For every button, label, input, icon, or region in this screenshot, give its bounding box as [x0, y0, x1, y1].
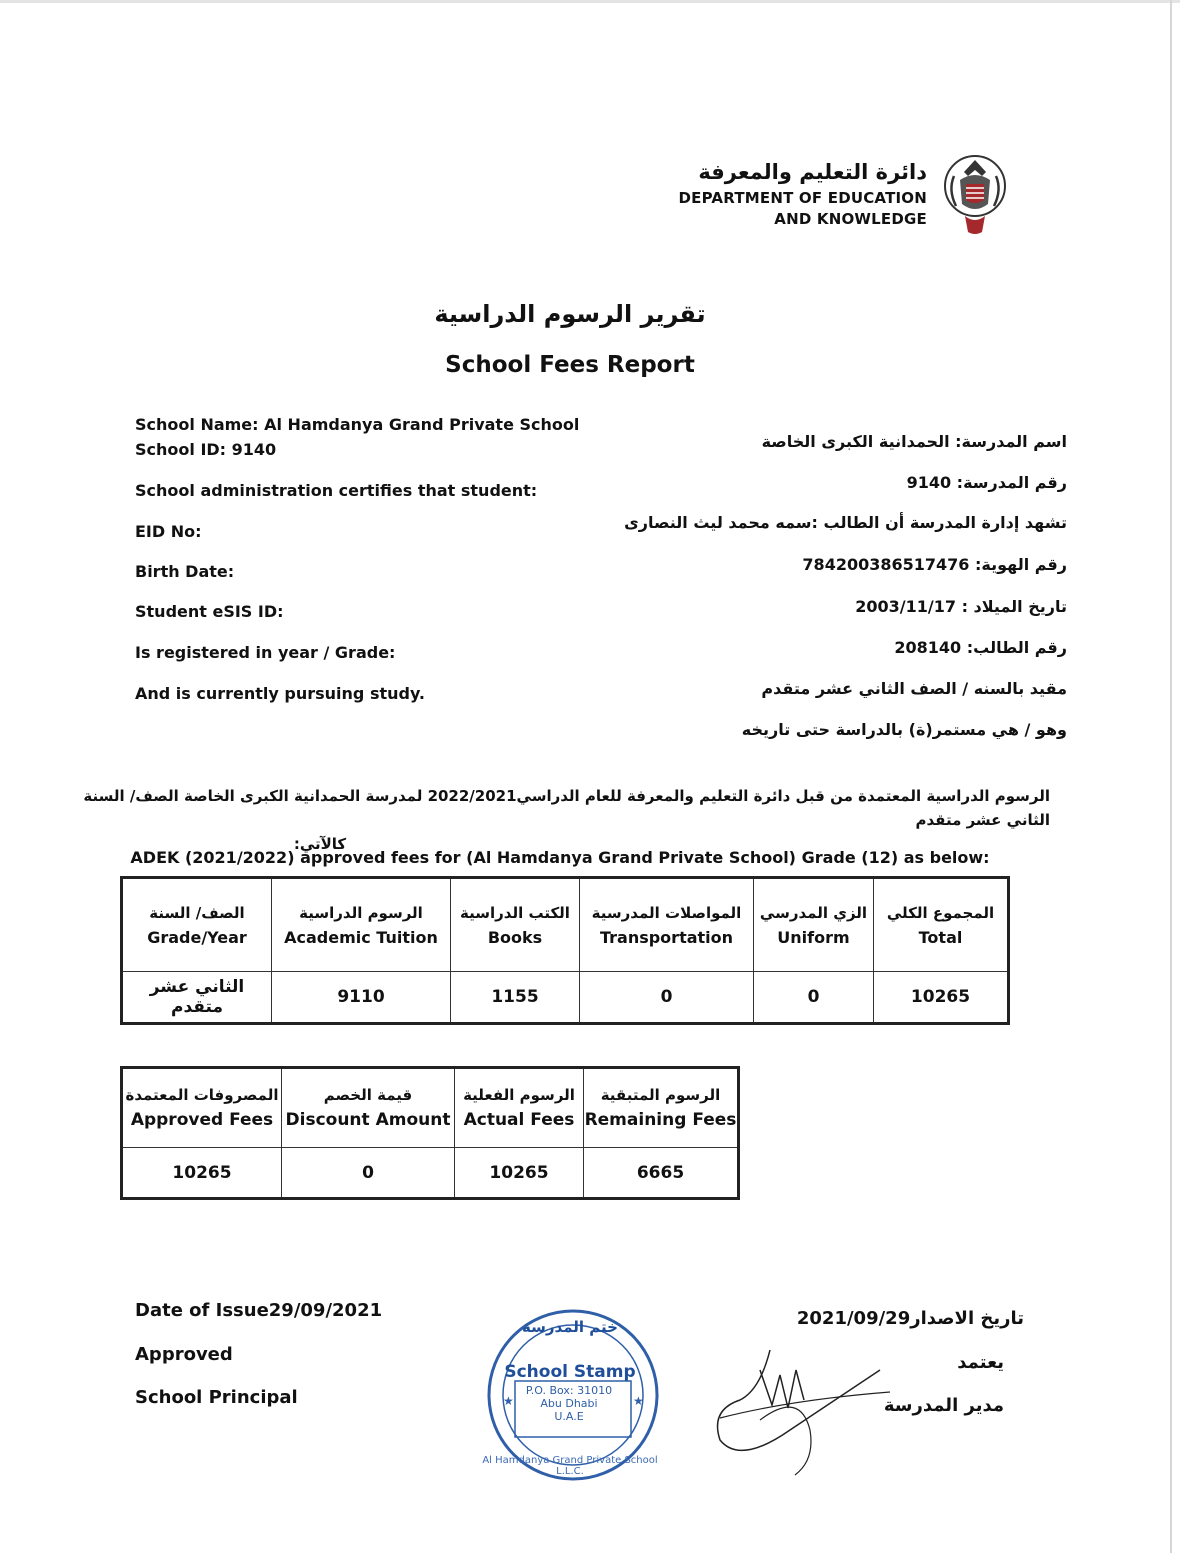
logo-text-en-line2: AND KNOWLEDGE [774, 210, 927, 228]
fees-header-tuition: الرسوم الدراسية Academic Tuition [272, 878, 451, 972]
approved-fees-line2-ar: كالآتي: [293, 835, 347, 853]
fees-header-uniform: الزي المدرسي Uniform [754, 878, 874, 972]
eid-label-en: EID No: [135, 522, 202, 541]
summary-header-discount: قيمة الخصم Discount Amount [282, 1068, 455, 1148]
logo-text-ar: دائرة التعليم والمعرفة [698, 160, 927, 184]
birth-date-ar: تاريخ الميلاد : 2003/11/17 [855, 597, 1067, 616]
fees-header-books: الكتب الدراسية Books [451, 878, 580, 972]
school-id-en: School ID: 9140 [135, 440, 277, 459]
stamp-address [513, 1384, 625, 1423]
table-row [122, 972, 1009, 1024]
stamp-ring-text: Al Hamdanya Grand Private School L.L.C. [482, 1455, 658, 1477]
fees-cell-transportation: 0 [580, 972, 754, 1024]
approved-fees-line-en: ADEK (2021/2022) approved fees for (Al Hamdanya Grand Private School) Grade (12) as below: [130, 848, 990, 867]
continuing-ar: وهو / هي مستمر(ة) بالدراسة حتى تاريخه [741, 720, 1067, 739]
scan-right-edge [1170, 0, 1172, 1553]
school-id-ar: رقم المدرسة: 9140 [906, 473, 1067, 492]
approved-ar: يعتمد [957, 1352, 1004, 1373]
registered-label-en: Is registered in year / Grade: [135, 643, 396, 662]
stamp-pobox: P.O. Box: 31010 [525, 1384, 613, 1397]
approved-en: Approved [135, 1344, 233, 1365]
certifies-ar: تشهد إدارة المدرسة أن الطالب :سمه محمد ليث النصارى [624, 513, 1067, 532]
issue-date-ar: تاريخ الاصدار2021/09/29 [796, 1308, 1024, 1329]
principal-ar: مدير المدرسة [883, 1395, 1004, 1416]
student-id-ar: رقم الطالب: 208140 [894, 638, 1067, 657]
stamp-text-ar: ختم المدرسة [522, 1318, 618, 1336]
title-english: School Fees Report [445, 352, 695, 378]
eid-ar: رقم الهوية: 784200386517476 [802, 555, 1067, 574]
summary-cell-approved: 10265 [122, 1148, 282, 1199]
summary-cell-discount: 0 [282, 1148, 455, 1199]
stamp-text-en: School Stamp [504, 1362, 636, 1382]
fees-cell-tuition: 9110 [272, 972, 451, 1024]
pursuing-label-en: And is currently pursuing study. [135, 684, 426, 703]
fees-header-grade: الصف/ السنة Grade/Year [122, 878, 272, 972]
falcon-emblem-icon [940, 146, 1010, 240]
approved-fees-line1-ar: الرسوم الدراسية المعتمدة من قبل دائرة التعليم والمعرفة للعام الدراسي2022/2021 لمدرسة الحمدانية الكبرى الخاصة الصف/ السنة الثاني عشر متقدم [83, 787, 1050, 829]
title-arabic: تقرير الرسوم الدراسية [434, 300, 706, 328]
table-row [122, 1148, 739, 1199]
fees-table [120, 876, 1010, 1025]
fees-cell-books: 1155 [451, 972, 580, 1024]
summary-cell-actual: 10265 [455, 1148, 584, 1199]
summary-header-approved: المصروفات المعتمدة Approved Fees [122, 1068, 282, 1148]
school-name-en: School Name: Al Hamdanya Grand Private School [135, 415, 580, 434]
summary-cell-remaining: 6665 [584, 1148, 739, 1199]
principal-signature [700, 1330, 900, 1480]
principal-en: School Principal [135, 1387, 298, 1408]
fees-table-header-row [122, 878, 1009, 972]
esis-id-label-en: Student eSIS ID: [135, 602, 284, 621]
fees-header-total: المجموع الكلي Total [874, 878, 1009, 972]
svg-text:★: ★ [503, 1394, 514, 1408]
fees-cell-uniform: 0 [754, 972, 874, 1024]
fees-cell-grade: الثاني عشر متقدم [122, 972, 272, 1024]
summary-header-actual: الرسوم الفعلية Actual Fees [455, 1068, 584, 1148]
fees-cell-total: 10265 [874, 972, 1009, 1024]
logo-text-en-line1: DEPARTMENT OF EDUCATION [678, 189, 927, 207]
issue-date-en: Date of Issue29/09/2021 [135, 1300, 383, 1321]
stamp-country: U.A.E [554, 1410, 584, 1423]
summary-header-remaining: الرسوم المتبقية Remaining Fees [584, 1068, 739, 1148]
scan-top-edge [0, 0, 1180, 3]
grade-ar: مقيد بالسنه / الصف الثاني عشر متقدم [761, 679, 1067, 698]
certifies-en: School administration certifies that student: [135, 481, 538, 500]
fees-header-transportation: المواصلات المدرسية Transportation [580, 878, 754, 972]
approved-fees-paragraph-ar [60, 784, 1050, 856]
svg-text:★: ★ [633, 1394, 644, 1408]
summary-table [120, 1066, 740, 1200]
summary-table-header-row [122, 1068, 739, 1148]
birth-date-label-en: Birth Date: [135, 562, 235, 581]
school-name-ar: اسم المدرسة: الحمدانية الكبرى الخاصة [761, 432, 1067, 451]
stamp-city: Abu Dhabi [540, 1397, 598, 1410]
